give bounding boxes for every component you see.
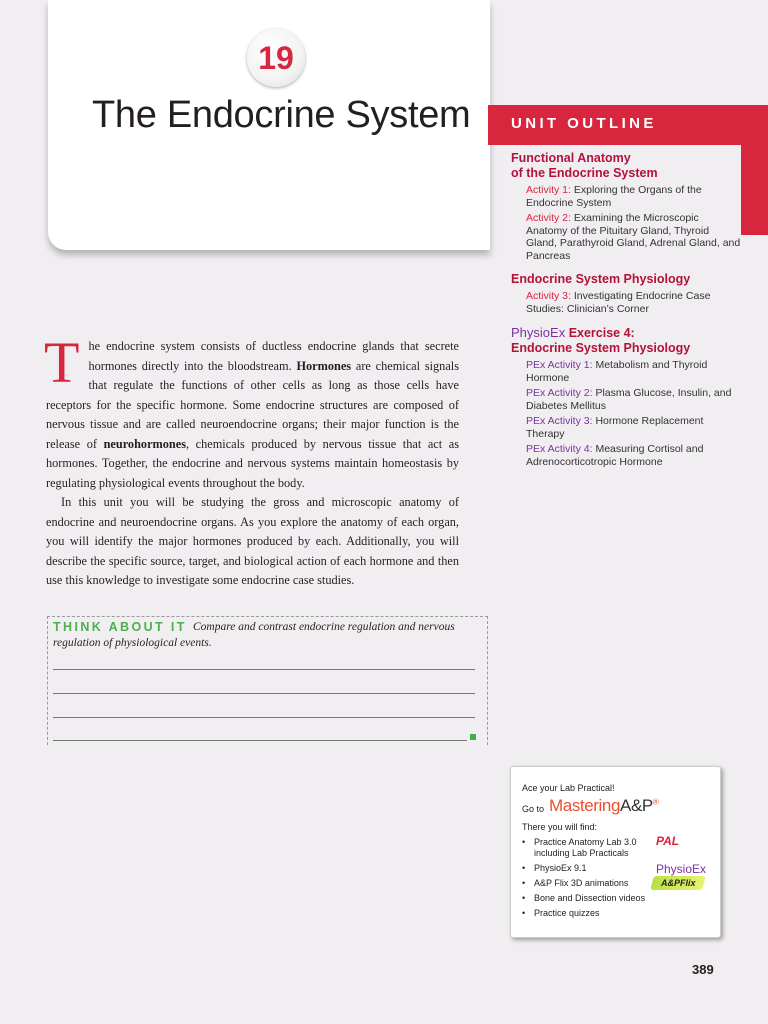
- chapter-number-badge: 19: [247, 29, 305, 87]
- list-item: • A&P Flix 3D animations: [522, 878, 662, 889]
- answer-line[interactable]: [53, 693, 475, 694]
- outline-section-title: PhysioEx Exercise 4: Endocrine System Physiology: [511, 325, 691, 355]
- answer-line[interactable]: [53, 740, 467, 741]
- intro-paragraph-1: The endocrine system consists of ductless endocrine glands that secrete hormones directly into the bloodstream. Hormones are chemical signals that regulate the functions of other cells as long as those cells have receptors for the specific hormone. Some endocrine structures are composed of nervous tissue and are called neuroendocrine organs; their major function is the release of neurohormones, chemicals produced by nervous tissue that act as hormones. Together, the endocrine and nervous systems maintain homeostasis by regulating physiological events throughout the body.: [44, 330, 459, 490]
- chapter-title: The Endocrine System: [92, 94, 471, 136]
- list-item: • Bone and Dissection videos: [522, 893, 662, 904]
- outline-activity: Activity 3: Investigating Endocrine Case Studies: Clinician’s Corner: [526, 290, 711, 315]
- unit-outline-side-bar: [741, 105, 768, 235]
- mastering-ap-logo[interactable]: MasteringA&P®: [549, 796, 659, 815]
- ad-find-text: There you will find:: [522, 822, 598, 832]
- think-about-it-label: THINK ABOUT IT: [53, 620, 187, 634]
- outline-activity: PEx Activity 3: Hormone Replacement Therapy: [526, 415, 704, 440]
- outline-activity: PEx Activity 4: Measuring Cortisol and Adrenocorticotropic Hormone: [526, 443, 704, 468]
- outline-activity: Activity 1: Exploring the Organs of the Endocrine System: [526, 184, 702, 209]
- physioex-logo: PhysioEx: [511, 325, 566, 340]
- outline-activity: Activity 2: Examining the Microscopic Anatomy of the Pituitary Gland, Thyroid Gland, Parathyroid Gland, Adrenal Gland, and Pancreas: [526, 212, 741, 262]
- outline-section-title: Endocrine System Physiology: [511, 272, 691, 286]
- list-item: • Practice Anatomy Lab 3.0 including Lab Practicals: [522, 837, 662, 859]
- end-marker-icon: [470, 734, 476, 740]
- outline-section-title: Functional Anatomy of the Endocrine System: [511, 151, 658, 180]
- intro-paragraph-2: In this unit you will be studying the gross and microscopic anatomy of endocrine and neuroendocrine organs. As you explore the anatomy of each organ, you will identify the major hormones produced by each. Additionally, you will describe the specific source, target, and biological action of each hormone and then use this knowledge to investigate some endocrine case studies.: [46, 495, 459, 587]
- list-item: • Practice quizzes: [522, 908, 662, 919]
- think-about-it-prompt: Compare and contrast endocrine regulation and nervous regulation of physiological events.: [53, 621, 455, 649]
- list-item: • PhysioEx 9.1: [522, 863, 662, 874]
- intro-text: [44, 330, 459, 591]
- outline-activity: PEx Activity 2: Plasma Glucose, Insulin, and Diabetes Mellitus: [526, 387, 732, 412]
- outline-activity: PEx Activity 1: Metabolism and Thyroid Hormone: [526, 359, 708, 384]
- answer-line[interactable]: [53, 669, 475, 670]
- physioex-logo-icon: PhysioEx: [656, 862, 707, 876]
- apflix-logo-icon: A&PFlix: [650, 876, 706, 890]
- drop-cap: T: [44, 330, 80, 395]
- ad-headline: Ace your Lab Practical!: [522, 783, 615, 793]
- page-number: 389: [692, 962, 714, 977]
- answer-line[interactable]: [53, 717, 475, 718]
- unit-outline-list: [511, 151, 741, 468]
- pal-logo-icon: PAL: [656, 834, 680, 848]
- ad-feature-list: [522, 837, 662, 923]
- unit-outline-label: UNIT OUTLINE: [511, 115, 657, 132]
- ad-goto-text: Go to: [522, 804, 545, 814]
